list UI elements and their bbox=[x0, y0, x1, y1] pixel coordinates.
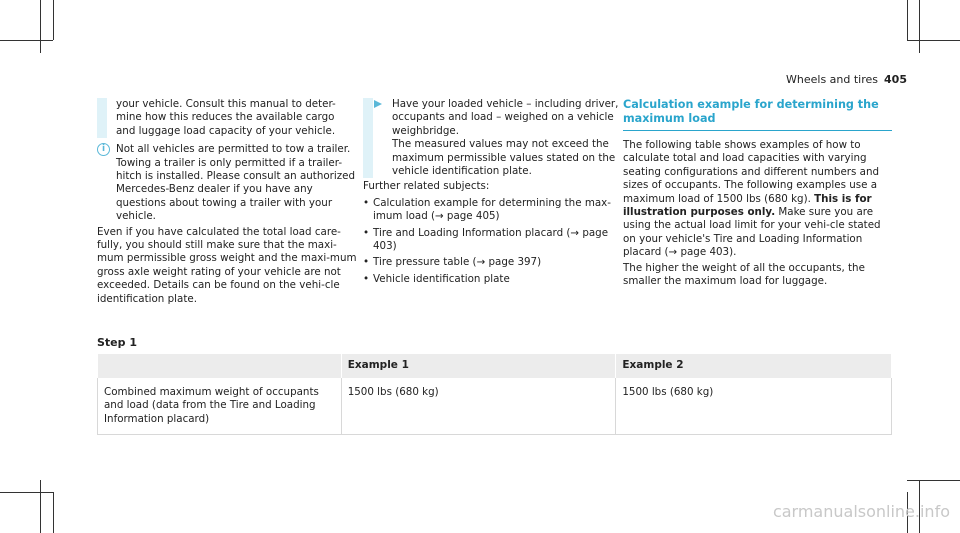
table-cell: Combined maximum weight of occupants and load (data from the Tire and Loading Information placard) bbox=[98, 378, 342, 435]
column-left bbox=[97, 98, 357, 306]
body-paragraph: Even if you have calculated the total load care-fully, you should still make sure that the maxi-mum permissible gross weight and the maxi-mum gross axle weight rating of your vehicle are not exceeded. Details can be found on the vehi-cle identification plate. bbox=[97, 225, 357, 305]
info-text: Not all vehicles are permitted to tow a trailer. Towing a trailer is only permitted if a trailer-hitch is installed. Please consult an authorized Mercedes-Benz dealer if you have any questions about towing a trailer with your vehicle. bbox=[116, 143, 356, 223]
section-title: Wheels and tires bbox=[786, 73, 879, 86]
paragraph-1 bbox=[623, 139, 892, 260]
crop-mark bbox=[0, 40, 53, 41]
further-label: Further related subjects: bbox=[363, 180, 490, 193]
crop-mark bbox=[907, 0, 908, 40]
step-block bbox=[363, 98, 620, 178]
related-list bbox=[363, 197, 620, 286]
crop-mark bbox=[907, 480, 960, 481]
related-link-calculation[interactable]: • Calculation example for determining the max-imum load (→ page 405) bbox=[363, 197, 620, 224]
continued-note bbox=[97, 98, 357, 138]
crop-mark bbox=[40, 480, 41, 533]
column-middle bbox=[363, 98, 620, 286]
watermark: carmanualsonline.info bbox=[772, 502, 950, 521]
crop-mark bbox=[53, 492, 54, 533]
table-header-cell: Example 2 bbox=[616, 354, 892, 378]
crop-mark bbox=[919, 0, 920, 53]
info-note bbox=[97, 143, 357, 223]
table-row bbox=[98, 378, 892, 435]
table-cell: 1500 lbs (680 kg) bbox=[341, 378, 616, 435]
table-header-row bbox=[98, 354, 892, 378]
related-link-placard[interactable]: • Tire and Loading Information placard (→ page 403) bbox=[363, 227, 620, 254]
page-number: 405 bbox=[884, 73, 907, 86]
paragraph-2: The higher the weight of all the occupants, the smaller the maximum load for luggage. bbox=[623, 261, 865, 288]
crop-mark bbox=[40, 0, 41, 53]
step-label: Step 1 bbox=[97, 336, 137, 349]
related-link-id-plate: • Vehicle identification plate bbox=[363, 273, 620, 286]
step-instruction bbox=[373, 98, 620, 178]
step-text: Have your loaded vehicle – including driver, occupants and load – weighed on a vehicle weighbridge. bbox=[392, 98, 619, 137]
crop-mark bbox=[53, 0, 54, 40]
related-link-pressure-table[interactable]: • Tire pressure table (→ page 397) bbox=[363, 256, 620, 269]
step-subtext: The measured values may not exceed the maximum permissible values stated on the vehicle identification plate. bbox=[392, 138, 616, 178]
paragraph-1-bold: This is for illustration purposes only. bbox=[623, 192, 872, 219]
table-cell: 1500 lbs (680 kg) bbox=[616, 378, 892, 435]
note-text: your vehicle. Consult this manual to deter-mine how this reduces the available cargo and luggage load capacity of your vehicle. bbox=[116, 98, 336, 137]
info-icon: i bbox=[97, 143, 110, 156]
crop-mark bbox=[0, 492, 53, 493]
section-heading: Calculation example for determining the maximum load bbox=[623, 98, 892, 131]
paragraph-1-text: The following table shows examples of how to calculate total and load capacities with varying seating configurations and different numbers and sizes of occupants. The following examples use a maximum load of 1500 lbs (680 kg). bbox=[623, 139, 880, 205]
page-header bbox=[786, 73, 907, 86]
paragraph-1-text-end: Make sure you are using the actual load limit for your vehi-cle stated on your vehicle's Tire and Loading Information placard (→ page 403). bbox=[623, 206, 881, 259]
arrow-right-icon bbox=[374, 100, 382, 108]
crop-mark bbox=[907, 40, 960, 41]
table-header-cell bbox=[98, 354, 342, 378]
column-right bbox=[623, 98, 892, 288]
table-header-cell: Example 1 bbox=[341, 354, 616, 378]
example-table bbox=[97, 354, 892, 435]
